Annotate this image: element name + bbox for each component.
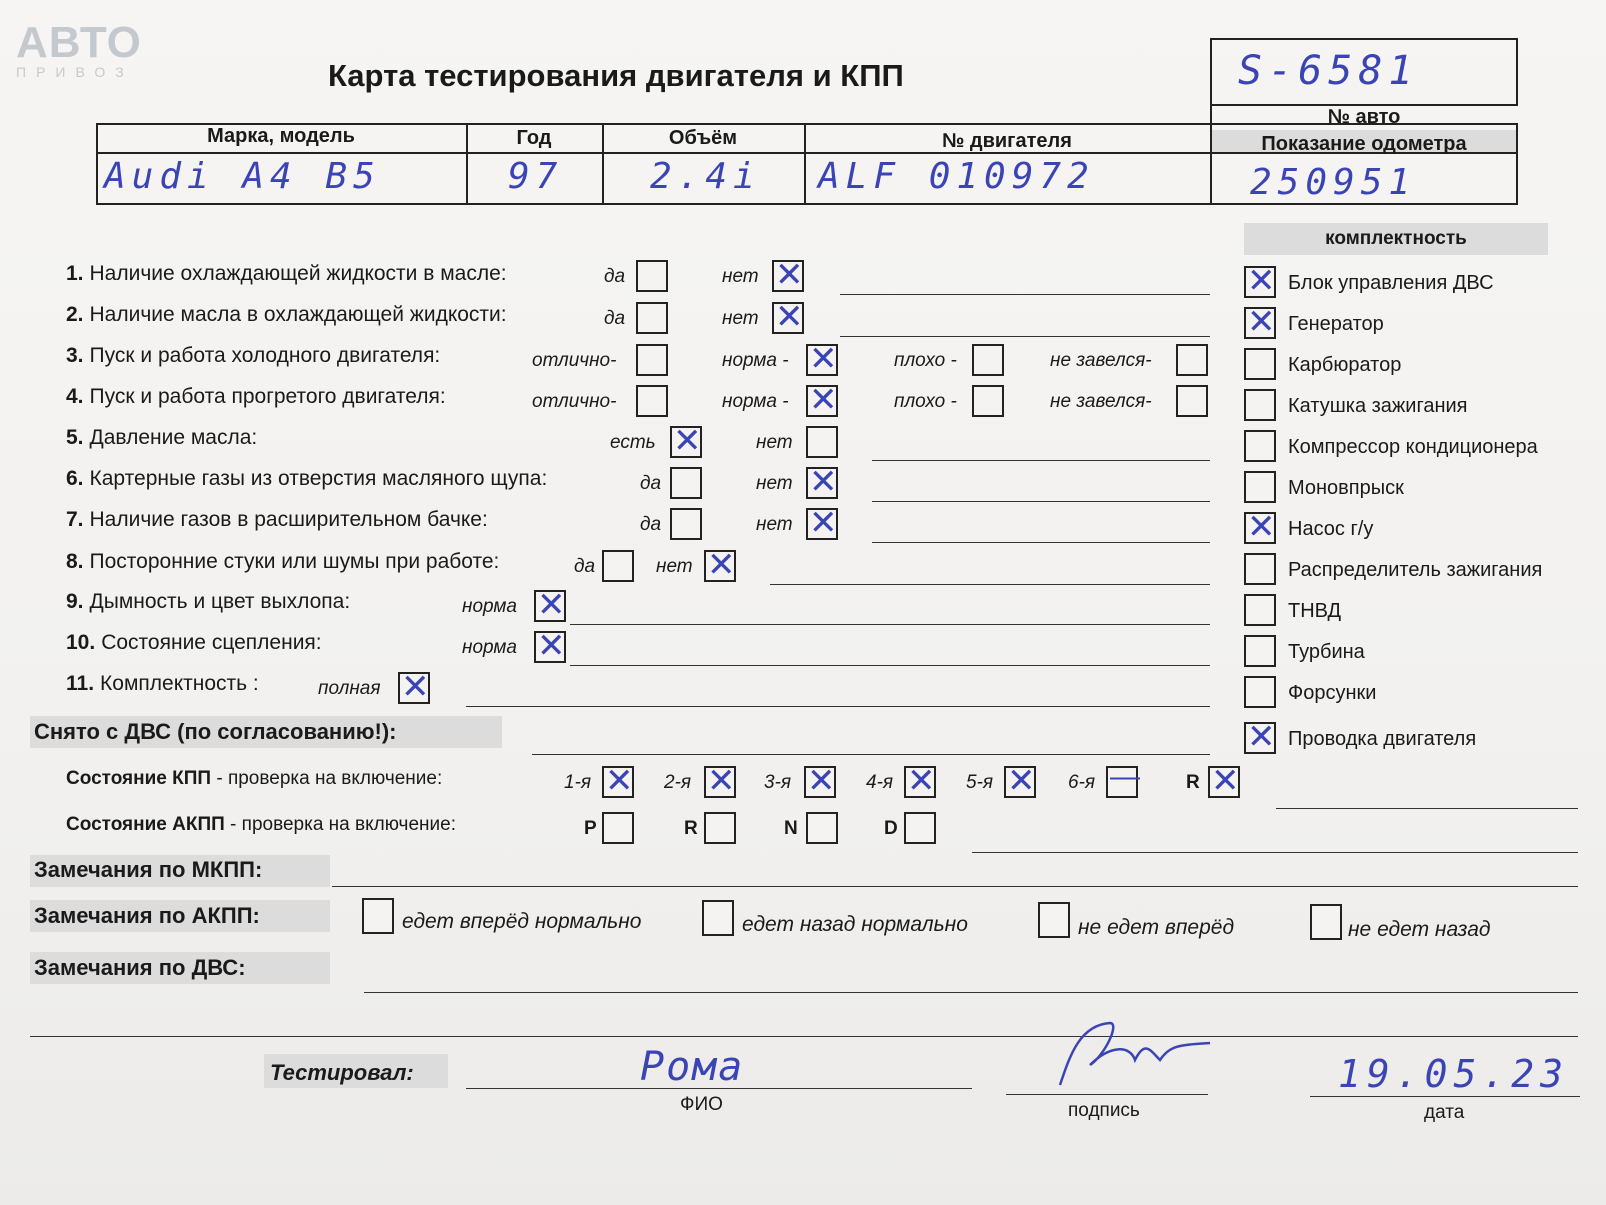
comp-mono-label: Моновпрыск (1288, 477, 1404, 499)
comp-ac-checkbox[interactable] (1244, 430, 1276, 462)
q4-bad-checkbox[interactable] (972, 385, 1004, 417)
removed-label: Снято с ДВС (по согласованию!): (34, 719, 397, 744)
q5-opt-yes-label: есть (610, 432, 656, 453)
comp-wiring-checkbox[interactable] (1244, 722, 1276, 754)
q3-nostart-checkbox[interactable] (1176, 344, 1208, 376)
akpp-label: Состояние АКПП - проверка на включение: (66, 814, 456, 835)
q4-opt-nostart-label: не завелся- (1050, 391, 1152, 412)
akpp-r-label: R (684, 818, 698, 839)
akpp-d-label: D (884, 818, 898, 839)
brand-value: Audi A4 B5 (104, 156, 381, 197)
brand-header: Марка, модель (207, 125, 355, 147)
question-11: 11. Комплектность : (66, 672, 259, 695)
q2-opt-da-label: да (604, 308, 626, 329)
comp-injectors-label: Форсунки (1288, 682, 1377, 704)
q3-excellent-checkbox[interactable] (636, 344, 668, 376)
comp-wiring-label: Проводка двигателя (1288, 728, 1477, 750)
akpp-p-checkbox[interactable] (602, 812, 634, 844)
akpp-no-forward-checkbox[interactable] (1038, 902, 1070, 938)
engine-value: ALF 010972 (818, 156, 1095, 197)
question-4: 4. Пуск и работа прогретого двигателя: (66, 385, 446, 408)
remarks-mkpp-label: Замечания по МКПП: (34, 857, 263, 882)
tester-name: Рома (640, 1044, 745, 1090)
gear-4-label: 4-я (866, 772, 894, 793)
kpp-label: Состояние КПП - проверка на включение: (66, 768, 443, 789)
comp-tnvd-label: ТНВД (1288, 600, 1342, 622)
q4-nostart-checkbox[interactable] (1176, 385, 1208, 417)
comp-pump-checkbox[interactable] (1244, 512, 1276, 544)
q4-opt-excellent-label: отлично- (532, 391, 617, 412)
q3-opt-bad-label: плохо - (894, 350, 957, 371)
question-9: 9. Дымность и цвет выхлопа: (66, 590, 351, 613)
comp-turbo-label: Турбина (1288, 641, 1365, 663)
q5-opt-no-label: нет (756, 432, 793, 453)
q1-opt-net-label: нет (722, 266, 759, 287)
q8-da-checkbox[interactable] (602, 550, 634, 582)
comp-ecu-label: Блок управления ДВС (1288, 272, 1494, 294)
comp-generator-checkbox[interactable] (1244, 307, 1276, 339)
tested-label: Тестировал: (270, 1060, 414, 1085)
remarks-akpp-label: Замечания по АКПП: (34, 903, 260, 928)
comp-ecu-checkbox[interactable] (1244, 266, 1276, 298)
gear-1-checkbox[interactable] (602, 766, 634, 798)
comp-pump-label: Насос г/у (1288, 518, 1374, 540)
name-caption: ФИО (680, 1094, 723, 1115)
akpp-forward-ok-label: едет вперёд нормально (402, 910, 642, 933)
question-7: 7. Наличие газов в расширительном бачке: (66, 508, 488, 531)
year-header: Год (516, 127, 552, 149)
signature-image (1050, 1015, 1220, 1095)
gear-r-checkbox[interactable] (1208, 766, 1240, 798)
date-caption: дата (1424, 1102, 1465, 1123)
q6-opt-net-label: нет (756, 473, 793, 494)
akpp-forward-ok-checkbox[interactable] (362, 898, 394, 934)
akpp-n-label: N (784, 818, 798, 839)
comp-carburetor-checkbox[interactable] (1244, 348, 1276, 380)
comp-generator-label: Генератор (1288, 313, 1384, 335)
gear-1-label: 1-я (564, 772, 592, 793)
q8-opt-net-label: нет (656, 556, 693, 577)
q2-net-checkbox[interactable] (772, 302, 804, 334)
comp-ac-label: Компрессор кондиционера (1288, 436, 1538, 458)
q3-normal-checkbox[interactable] (806, 344, 838, 376)
gear-6-label: 6-я (1068, 772, 1096, 793)
completeness-title: комплектность (1325, 228, 1467, 249)
q2-opt-net-label: нет (722, 308, 759, 329)
volume-value: 2.4i (650, 156, 761, 197)
q9-norm-checkbox[interactable] (534, 590, 566, 622)
comp-coil-label: Катушка зажигания (1288, 395, 1468, 417)
q1-net-checkbox[interactable] (772, 260, 804, 292)
akpp-backward-ok-label: едет назад нормально (742, 913, 968, 936)
question-10: 10. Состояние сцепления: (66, 631, 322, 654)
q9-opt-norm-label: норма (462, 596, 517, 617)
gear-5-label: 5-я (966, 772, 994, 793)
q1-opt-da-label: да (604, 266, 626, 287)
comp-carburetor-label: Карбюратор (1288, 354, 1402, 376)
gear-r-label: R (1186, 772, 1200, 793)
akpp-p-label: P (584, 818, 597, 839)
question-8: 8. Посторонние стуки или шумы при работе: (66, 550, 500, 573)
q4-opt-bad-label: плохо - (894, 391, 957, 412)
q10-norm-checkbox[interactable] (534, 631, 566, 663)
volume-header: Объём (668, 127, 738, 149)
gear-6-checkbox[interactable]: — (1106, 766, 1138, 798)
watermark-logo: АВТО (16, 18, 142, 67)
q5-yes-checkbox[interactable] (670, 426, 702, 458)
signature-caption: подпись (1068, 1100, 1140, 1121)
akpp-no-backward-checkbox[interactable] (1310, 904, 1342, 940)
q11-opt-full-label: полная (318, 678, 381, 699)
watermark-sub: ПРИВОЗ (16, 64, 134, 80)
gear-4-checkbox[interactable] (904, 766, 936, 798)
akpp-n-checkbox[interactable] (806, 812, 838, 844)
q3-opt-excellent-label: отлично- (532, 350, 617, 371)
akpp-no-backward-label: не едет назад (1348, 918, 1491, 941)
q6-net-checkbox[interactable] (806, 467, 838, 499)
question-5: 5. Давление масла: (66, 426, 258, 449)
odometer-value: 250951 (1250, 162, 1417, 203)
q2-da-checkbox[interactable] (636, 302, 668, 334)
comp-turbo-checkbox[interactable] (1244, 635, 1276, 667)
test-date: 19.05.23 (1338, 1052, 1570, 1096)
question-3: 3. Пуск и работа холодного двигателя: (66, 344, 441, 367)
auto-number-label: № авто (1327, 106, 1401, 128)
q7-opt-da-label: да (640, 514, 662, 535)
q8-net-checkbox[interactable] (704, 550, 736, 582)
gear-3-checkbox[interactable] (804, 766, 836, 798)
comp-tnvd-checkbox[interactable] (1244, 594, 1276, 626)
gear-2-label: 2-я (664, 772, 692, 793)
comp-mono-checkbox[interactable] (1244, 471, 1276, 503)
form-title: Карта тестирования двигателя и КПП (328, 58, 904, 93)
auto-number-value: S-6581 (1238, 48, 1419, 94)
q5-no-checkbox[interactable] (806, 426, 838, 458)
question-6: 6. Картерные газы из отверстия масляного щупа: (66, 467, 548, 490)
remarks-dvs-label: Замечания по ДВС: (34, 955, 246, 980)
q4-opt-normal-label: норма - (722, 391, 789, 412)
q4-excellent-checkbox[interactable] (636, 385, 668, 417)
q10-opt-norm-label: норма (462, 637, 517, 658)
q7-da-checkbox[interactable] (670, 508, 702, 540)
odometer-header: Показание одометра (1261, 133, 1467, 155)
q6-opt-da-label: да (640, 473, 662, 494)
akpp-d-checkbox[interactable] (904, 812, 936, 844)
question-2: 2. Наличие масла в охлаждающей жидкости: (66, 303, 507, 326)
comp-coil-checkbox[interactable] (1244, 389, 1276, 421)
question-1: 1. Наличие охлаждающей жидкости в масле: (66, 262, 507, 285)
q3-opt-normal-label: норма - (722, 350, 789, 371)
engine-header: № двигателя (942, 130, 1072, 152)
gear-5-checkbox[interactable] (1004, 766, 1036, 798)
year-value: 97 (508, 156, 564, 197)
comp-distributor-checkbox[interactable] (1244, 553, 1276, 585)
akpp-backward-ok-checkbox[interactable] (702, 900, 734, 936)
q1-da-checkbox[interactable] (636, 260, 668, 292)
comp-distributor-label: Распределитель зажигания (1288, 559, 1543, 581)
q3-bad-checkbox[interactable] (972, 344, 1004, 376)
q7-net-checkbox[interactable] (806, 508, 838, 540)
q3-opt-nostart-label: не завелся- (1050, 350, 1152, 371)
q4-normal-checkbox[interactable] (806, 385, 838, 417)
q6-da-checkbox[interactable] (670, 467, 702, 499)
akpp-no-forward-label: не едет вперёд (1078, 916, 1235, 939)
q8-opt-da-label: да (574, 556, 596, 577)
gear-3-label: 3-я (764, 772, 792, 793)
akpp-r-checkbox[interactable] (704, 812, 736, 844)
gear-2-checkbox[interactable] (704, 766, 736, 798)
comp-injectors-checkbox[interactable] (1244, 676, 1276, 708)
q11-full-checkbox[interactable] (398, 672, 430, 704)
q7-opt-net-label: нет (756, 514, 793, 535)
